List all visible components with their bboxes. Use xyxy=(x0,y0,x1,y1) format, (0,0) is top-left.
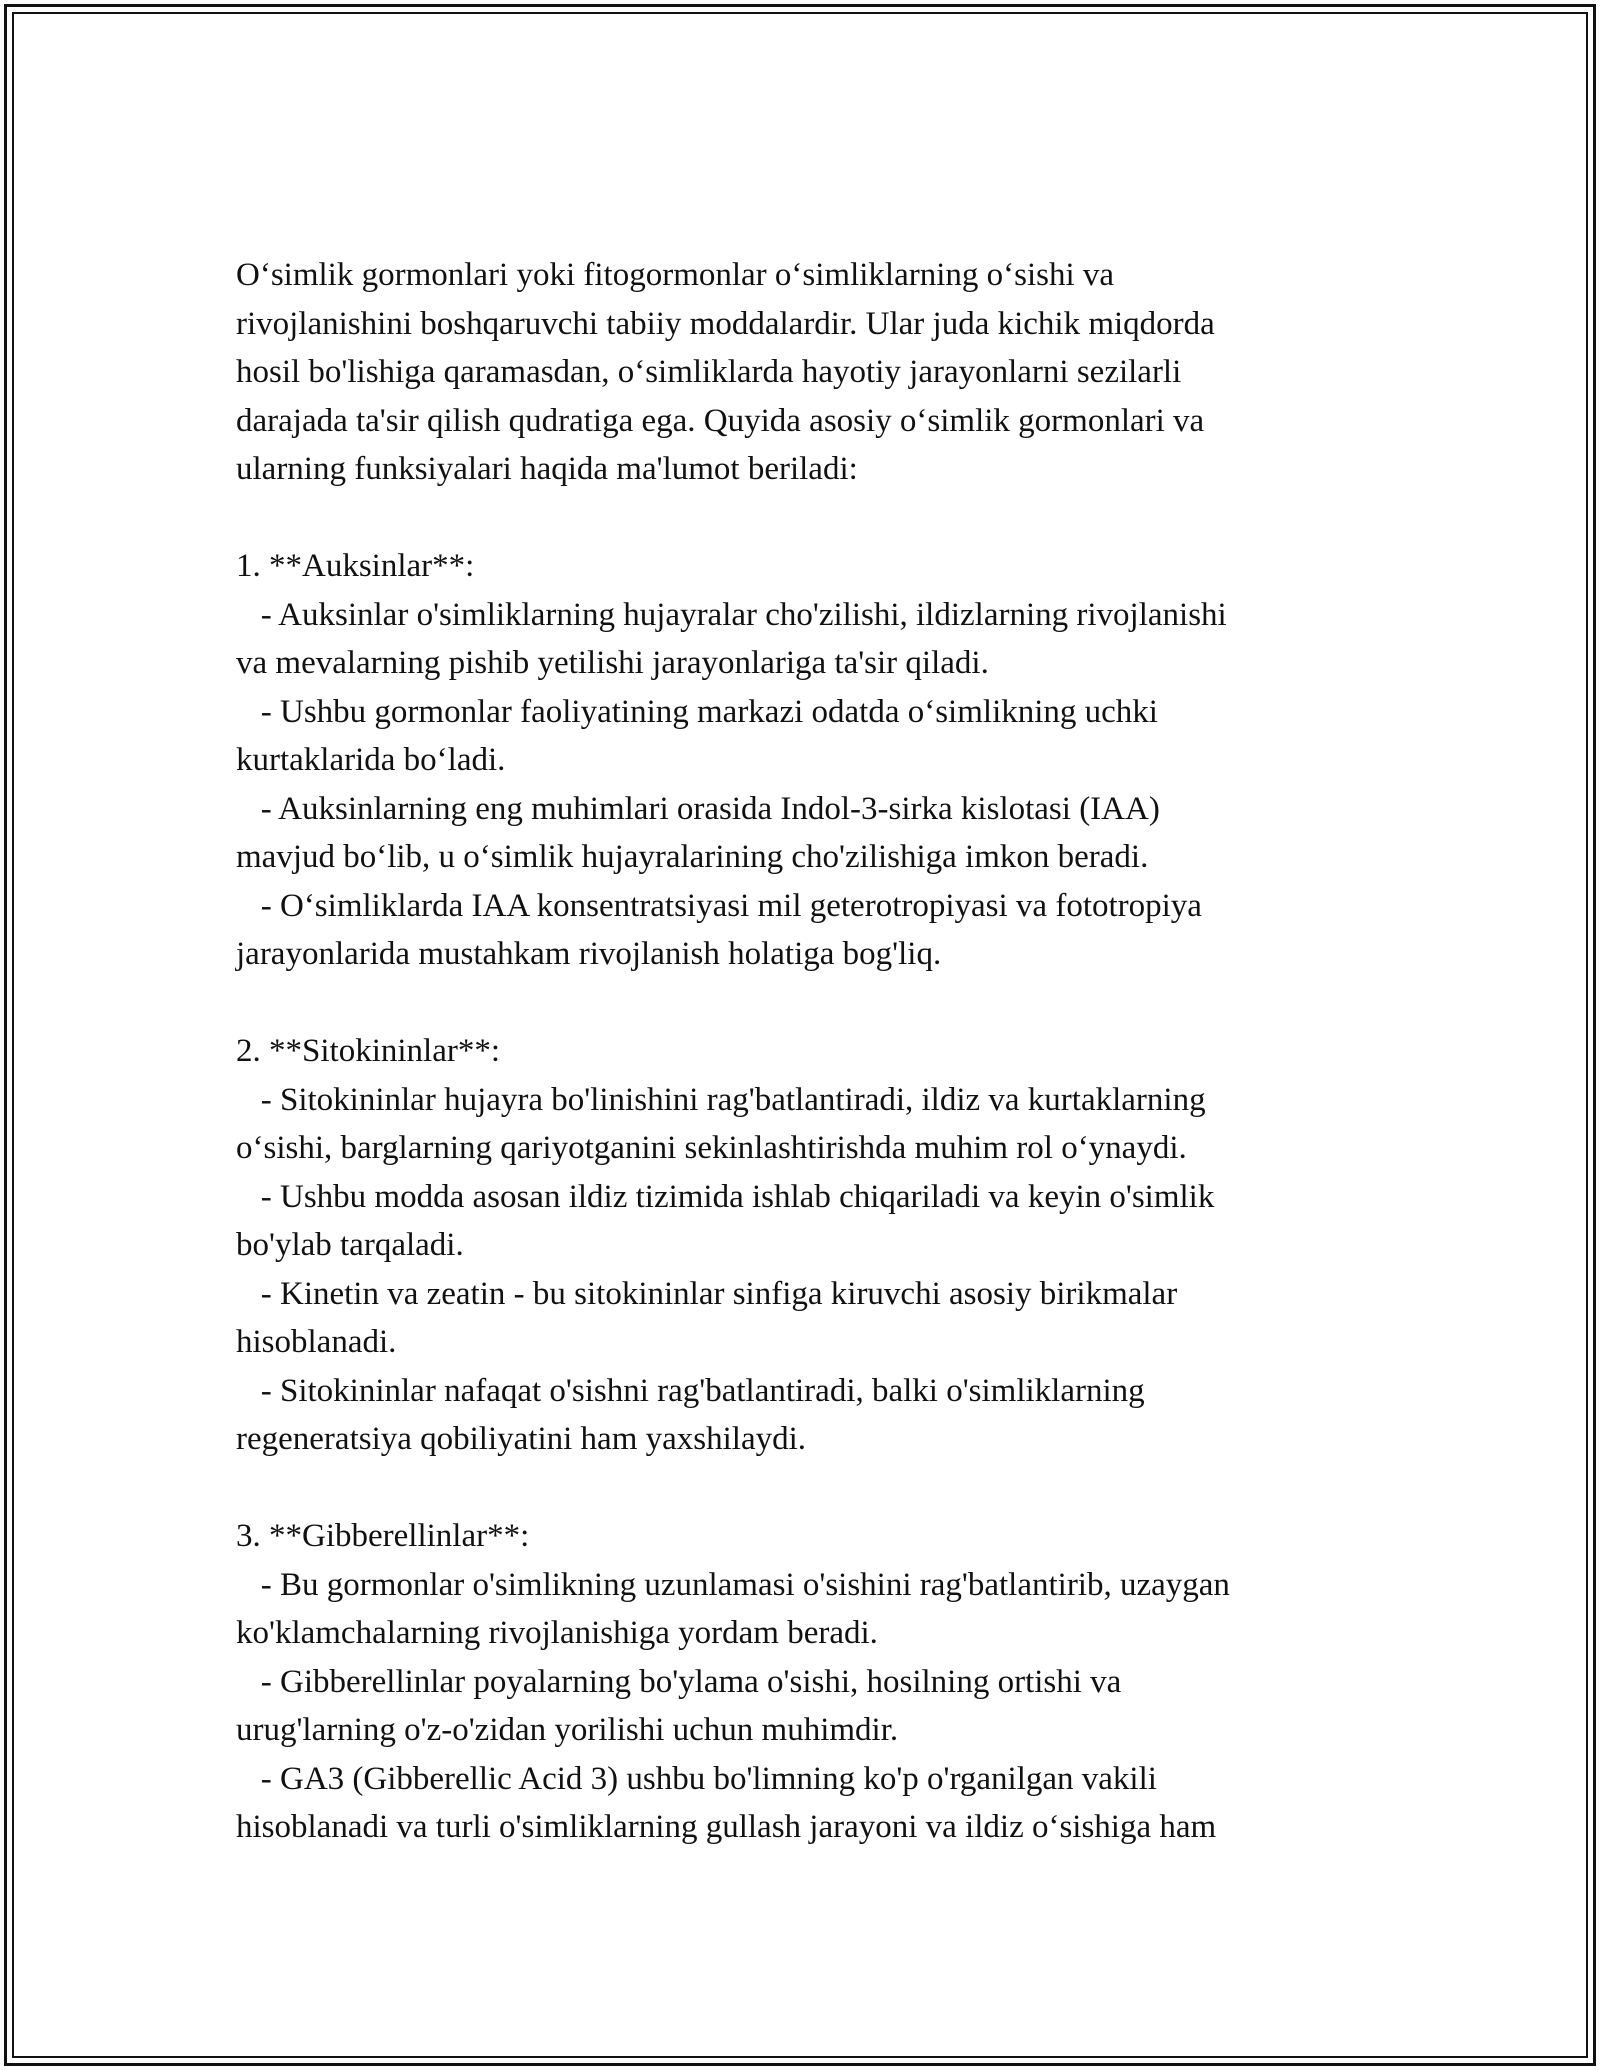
text-line: - Ushbu modda asosan ildiz tizimida ishlab chiqariladi va keyin o'simlik xyxy=(236,1178,1215,1215)
text-line: hisoblanadi va turli o'simliklarning gullash jarayoni va ildiz o‘sishiga ham xyxy=(236,1809,1217,1845)
text-line: - Gibberellinlar poyalarning bo'ylama o'sishi, hosilning ortishi va xyxy=(236,1663,1122,1700)
text-line: hosil bo'lishiga qaramasdan, o‘simliklarda hayotiy jarayonlarni sezilarli xyxy=(236,354,1182,390)
text-line: mavjud bo‘lib, u o‘simlik hujayralarining cho'zilishiga imkon beradi. xyxy=(236,839,1149,875)
spacer xyxy=(236,979,1386,1028)
text-line: - Kinetin va zeatin - bu sitokininlar sinfiga kiruvchi asosiy birikmalar xyxy=(236,1275,1178,1312)
text-line: o‘sishi, barglarning qariyotganini sekinlashtirishda muhim rol o‘ynaydi. xyxy=(236,1130,1187,1166)
text-line: bo'ylab tarqaladi. xyxy=(236,1227,464,1263)
text-line: - Auksinlar o'simliklarning hujayralar cho'zilishi, ildizlarning rivojlanishi xyxy=(236,596,1227,633)
text-line: - Ushbu gormonlar faoliyatining markazi odatda o‘simlikning uchki xyxy=(236,693,1158,730)
text-line: urug'larning o'z-o'zidan yorilishi uchun muhimdir. xyxy=(236,1712,899,1748)
text-line: va mevalarning pishib yetilishi jarayonlariga ta'sir qiladi. xyxy=(236,645,989,681)
text-line: jarayonlarida mustahkam rivojlanish holatiga bog'liq. xyxy=(236,936,942,972)
text-line: regeneratsiya qobiliyatini ham yaxshilaydi. xyxy=(236,1421,807,1457)
section-gibberellinlar xyxy=(236,1512,1386,1852)
document-body xyxy=(236,251,1386,1852)
intro-paragraph xyxy=(236,251,1386,494)
text-line: ularning funksiyalari haqida ma'lumot beriladi: xyxy=(236,451,858,487)
text-line: hisoblanadi. xyxy=(236,1324,397,1360)
text-line: - Bu gormonlar o'simlikning uzunlamasi o'sishini rag'batlantirib, uzaygan xyxy=(236,1566,1230,1603)
spacer xyxy=(236,494,1386,543)
spacer xyxy=(236,1464,1386,1513)
text-line: - Sitokininlar hujayra bo'linishini rag'batlantiradi, ildiz va kurtaklarning xyxy=(236,1081,1206,1118)
text-line: darajada ta'sir qilish qudratiga ega. Quyida asosiy o‘simlik gormonlari va xyxy=(236,402,1205,439)
text-line: - Auksinlarning eng muhimlari orasida Indol-3-sirka kislotasi (IAA) xyxy=(236,790,1160,827)
section-heading: 3. **Gibberellinlar**: xyxy=(236,1518,530,1554)
text-line: rivojlanishini boshqaruvchi tabiiy moddalardir. Ular juda kichik miqdorda xyxy=(236,305,1215,342)
section-auksinlar xyxy=(236,542,1386,979)
text-line: O‘simlik gormonlari yoki fitogormonlar o‘simliklarning o‘sishi va xyxy=(236,257,1115,293)
section-sitokininlar xyxy=(236,1027,1386,1464)
text-line: ko'klamchalarning rivojlanishiga yordam beradi. xyxy=(236,1615,878,1651)
text-line: - Sitokininlar nafaqat o'sishni rag'batlantiradi, balki o'simliklarning xyxy=(236,1372,1145,1409)
text-line: - O‘simliklarda IAA konsentratsiyasi mil geterotropiyasi va fototropiya xyxy=(236,887,1202,924)
text-line: - GA3 (Gibberellic Acid 3) ushbu bo'limning ko'p o'rganilgan vakili xyxy=(236,1760,1157,1797)
section-heading: 1. **Auksinlar**: xyxy=(236,548,475,584)
section-heading: 2. **Sitokininlar**: xyxy=(236,1033,500,1069)
text-line: kurtaklarida bo‘ladi. xyxy=(236,742,506,778)
